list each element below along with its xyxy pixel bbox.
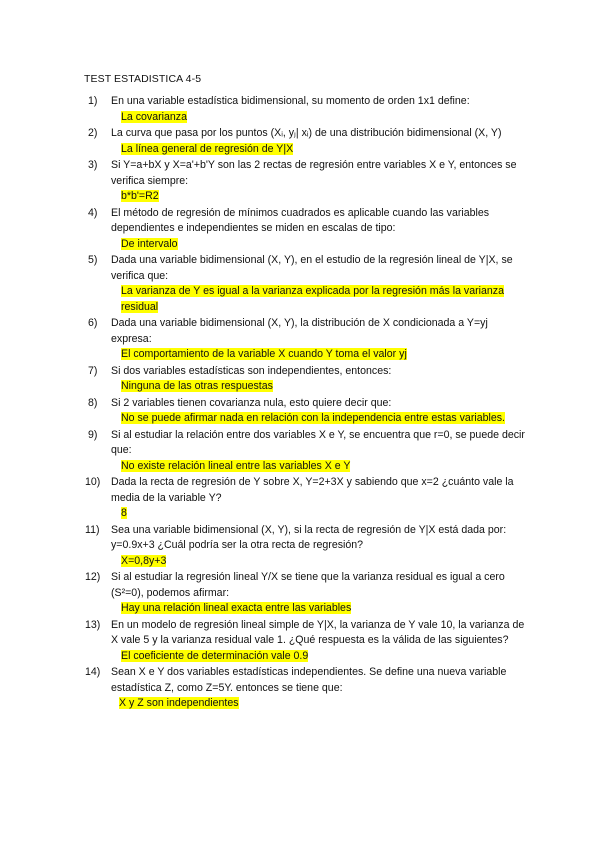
question-number: 3) — [88, 159, 98, 171]
answer-highlight: No se puede afirmar nada en relación con la independencia entre estas variables. — [121, 412, 505, 424]
answer-highlight: b*b'=R2 — [121, 190, 159, 202]
question-11 — [85, 523, 528, 570]
question-1 — [88, 94, 528, 125]
answer-highlight: La línea general de regresión de Y|X — [121, 142, 294, 155]
question-text: Dada una variable bidimensional (X, Y), en el estudio de la regresión lineal de Y|X, se verifica que: — [111, 254, 513, 282]
answer-highlight: X y Z son independientes — [119, 697, 239, 709]
answer-highlight: No existe relación lineal entre las variables X e Y — [121, 459, 351, 472]
answer-highlight: X=0,8y+3 — [121, 554, 167, 567]
answer-highlight: 8 — [121, 507, 127, 519]
question-number: 9) — [88, 428, 98, 441]
question-2 — [88, 126, 528, 157]
question-12 — [85, 570, 528, 617]
question-number: 6) — [88, 317, 98, 329]
question-number: 8) — [88, 396, 98, 409]
question-3 — [88, 158, 528, 205]
question-text: El método de regresión de mínimos cuadrados es aplicable cuando las variables dependientes e independientes se miden en escalas de tipo: — [111, 206, 490, 234]
question-text: Si Y=a+bX y X=a'+b'Y son las 2 rectas de regresión entre variables X e Y, entonces se verifica siempre: — [111, 159, 517, 187]
question-number: 7) — [88, 364, 98, 377]
question-text: Si al estudiar la relación entre dos variables X e Y, se encuentra que r=0, se puede decir que: — [111, 428, 525, 456]
answer-highlight: La covarianza — [121, 110, 187, 123]
question-number: 4) — [88, 206, 98, 219]
question-text: La curva que pasa por los puntos (Xᵢ, yⱼ| xᵢ) de una distribución bidimensional (X, Y) — [111, 127, 502, 139]
question-text: En un modelo de regresión lineal simple de Y|X, la varianza de Y vale 10, la varianza de X vale 5 y la varianza residual vale 1. ¿Qué respuesta es la válida de las siguientes? — [111, 618, 525, 646]
answer-highlight: Ninguna de las otras respuestas — [121, 380, 273, 392]
question-text: Si 2 variables tienen covarianza nula, esto quiere decir que: — [111, 396, 392, 409]
answer-highlight: El coeficiente de determinación vale 0.9 — [121, 649, 309, 662]
question-text: Si al estudiar la regresión lineal Y/X se tiene que la varianza residual es igual a cero (S²=0), podemos afirmar: — [111, 571, 505, 599]
question-9 — [88, 428, 528, 475]
question-number: 13) — [85, 618, 101, 631]
question-text: Dada una variable bidimensional (X, Y), la distribución de X condicionada a Y=yj expresa: — [111, 317, 488, 345]
question-number: 10) — [85, 476, 101, 488]
question-13 — [85, 618, 528, 665]
question-number: 11) — [85, 523, 100, 536]
question-4 — [88, 206, 528, 253]
question-number: 12) — [85, 571, 101, 583]
question-7 — [88, 364, 528, 395]
question-14 — [85, 665, 528, 712]
question-6 — [88, 316, 528, 363]
question-5 — [88, 253, 528, 315]
question-number: 2) — [88, 127, 98, 139]
question-text: Sean X e Y dos variables estadísticas independientes. Se define una nueva variable estadística Z, como Z=5Y. entonces se tiene que: — [111, 666, 507, 694]
answer-highlight: El comportamiento de la variable X cuando Y toma el valor yj — [121, 348, 407, 360]
answer-highlight: Hay una relación lineal exacta entre las variables — [121, 602, 352, 614]
question-text: Dada la recta de regresión de Y sobre X, Y=2+3X y sabiendo que x=2 ¿cuánto vale la media de la variable Y? — [111, 476, 514, 504]
question-text: Sea una variable bidimensional (X, Y), si la recta de regresión de Y|X está dada por: y=0.9x+3 ¿Cuál podría ser la otra recta de regresión? — [111, 523, 507, 551]
question-text: Si dos variables estadísticas son independientes, entonces: — [111, 364, 392, 377]
question-text: En una variable estadística bidimensional, su momento de orden 1x1 define: — [111, 95, 470, 107]
question-list — [85, 94, 528, 713]
question-8 — [88, 396, 528, 427]
answer-highlight: La varianza de Y es igual a la varianza explicada por la regresión más la varianza residual — [121, 285, 504, 313]
answer-highlight: De intervalo — [121, 237, 178, 250]
question-number: 5) — [88, 254, 98, 266]
question-number: 14) — [85, 666, 101, 678]
document-title: TEST ESTADISTICA 4-5 — [84, 73, 202, 85]
question-10 — [85, 475, 528, 522]
question-number: 1) — [88, 95, 98, 107]
